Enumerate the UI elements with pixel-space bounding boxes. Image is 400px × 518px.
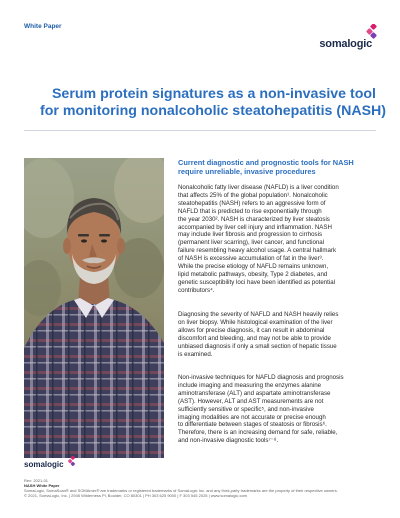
- text-line: Diagnosing the severity of NAFLD and NASH heavily relies: [178, 311, 339, 318]
- text-line: failure resembling heavy alcohol usage. A central hallmark: [178, 247, 337, 255]
- title-line: Serum protein signatures as a non-invasive tool: [51, 86, 376, 102]
- text-line: and non-invasive diagnostic tools⁷⁻⁸.: [178, 437, 279, 445]
- paragraph-diagnosis: [178, 311, 378, 358]
- text-line: of NASH is excessive accumulation of fat in the liver³.: [178, 255, 324, 263]
- footer-wordmark: somalogic: [24, 460, 64, 469]
- text-line: (AST). However, ALT and AST measurements are not: [178, 397, 324, 405]
- text-line: NAFLD that is predicted to rise exponentially through: [178, 207, 322, 215]
- somalogic-logo: [298, 24, 378, 50]
- footer-doc-label: NASH White Paper: [24, 483, 60, 488]
- page-title: [40, 86, 387, 120]
- page-footer: [24, 478, 374, 498]
- divider: [24, 130, 376, 131]
- portrait-photo: [24, 158, 164, 458]
- text-line: the year 2030². NASH is characterized by liver steatosis: [178, 215, 330, 223]
- somalogic-logo-mark-icon: [67, 456, 76, 467]
- paragraph-intro: [178, 184, 378, 295]
- somalogic-wordmark: somalogic: [319, 38, 372, 50]
- document-type-label: White Paper: [24, 23, 62, 30]
- text-line: Therefore, there is an increasing demand for safe, reliable,: [178, 429, 338, 437]
- title-line: for monitoring nonalcoholic steatohepatitis (NASH): [40, 103, 387, 119]
- text-line: to differentiate between stages of steatosis or fibrosis⁶.: [178, 421, 327, 429]
- text-line: Non-invasive techniques for NAFLD diagnosis and prognosis: [178, 374, 344, 381]
- footer-logo: [24, 458, 84, 472]
- footer-address: © 2021, SomaLogic, Inc. | 2945 Wilderness Pl, Boulder, CO 80301 | PH 303 625 9000 | F 303 545 2025 | www.somalogic.com: [24, 493, 248, 498]
- text-line: While the precise etiology of NAFLD remains unknown,: [178, 263, 329, 271]
- text-line: (permanent liver scarring), liver cancer, and functional: [178, 239, 325, 247]
- text-line: Nonalcoholic fatty liver disease (NAFLD) is a liver condition: [178, 184, 339, 191]
- text-line: steatohepatitis (NASH) refers to an aggressive form of: [178, 199, 326, 207]
- subheading-line: require unreliable, invasive procedures: [178, 167, 316, 176]
- text-line: genetic susceptibility loci have been identified as potential: [178, 278, 336, 286]
- text-line: discomfort and bleeding, and may not be able to provide: [178, 334, 331, 342]
- text-line: aminotransferase (ALT) and aspartate aminotransferase: [178, 389, 331, 397]
- footer-trademark: SomaLogic, SomaScan® and SOMAmer® are trademarks or registered trademarks of SomaLogic Inc. and any third-party trademarks are the property of their respective owners.: [24, 488, 338, 493]
- text-line: is examined.: [178, 350, 213, 358]
- text-line: that affects 25% of the global population¹. Nonalcoholic: [178, 191, 328, 199]
- footer-revision: Rev: 2021-01: [24, 478, 49, 483]
- text-line: include imaging and measuring the enzymes alanine: [178, 381, 322, 389]
- paragraph-non-invasive: [178, 374, 378, 445]
- text-line: imaging modalities are not accurate or precise enough: [178, 413, 326, 421]
- text-line: on liver biopsy. While histological examination of the liver: [178, 318, 333, 326]
- text-line: may include liver fibrosis and progression to cirrhosis: [178, 231, 323, 239]
- text-line: unbiased diagnosis if only a small section of hepatic tissue: [178, 342, 337, 350]
- text-line: accompanied by liver cell injury and inflammation. NASH: [178, 223, 332, 231]
- text-line: contributors⁴.: [178, 286, 215, 294]
- section-subheading: [178, 158, 378, 176]
- text-line: allows for precise diagnosis, it can result in abdominal: [178, 326, 325, 334]
- text-line: lipid metabolic pathways, obesity, Type 2 diabetes, and: [178, 270, 328, 278]
- subheading-line: Current diagnostic and prognostic tools for NASH: [178, 158, 354, 167]
- text-line: sufficiently sensitive or specific⁵, and non-invasive: [178, 405, 314, 413]
